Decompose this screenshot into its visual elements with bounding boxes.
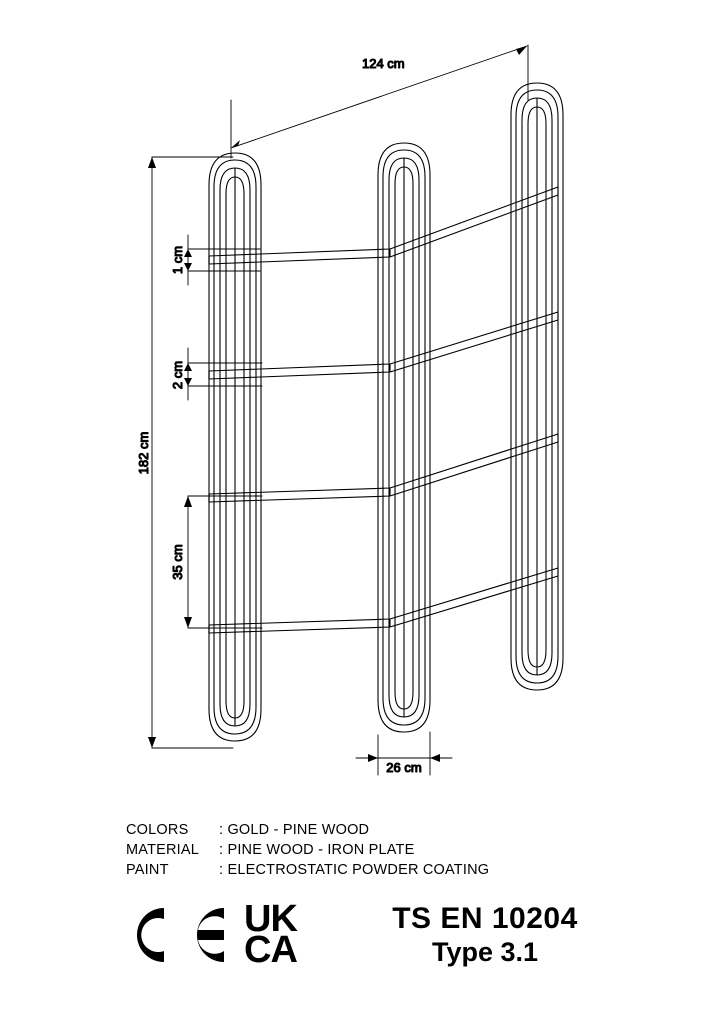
spec-label-colors: COLORS [126,822,189,838]
dimension-tube-label: 2 cm [170,360,185,390]
spec-row-paint [126,860,596,880]
spec-label-paint: PAINT [126,862,169,878]
dimension-depth-label: 26 cm [386,760,422,775]
spec-value-colors: : GOLD - PINE WOOD [219,822,370,838]
dimension-shelf-thickness [184,235,260,285]
ce-mark-icon [120,904,232,966]
standard-code: TS EN 10204 [392,902,578,935]
dimension-width-label: 124 cm [362,56,405,71]
standard-type: Type 3.1 [431,937,539,967]
ukca-line-2: CA [244,929,297,971]
compliance-marks [120,895,620,975]
standard-block [340,902,620,968]
spec-label-material: MATERIAL [126,842,200,858]
spec-row-colors [126,820,596,840]
specification-list [126,820,596,880]
frame-middle [378,143,430,732]
frame-right [511,83,563,690]
ukca-line-1: UK [244,898,297,940]
spec-row-material [126,840,596,860]
frame-left [209,153,261,741]
spec-value-material: : PINE WOOD - IRON PLATE [219,842,415,858]
dimension-shelf-gap-label: 35 cm [170,544,185,580]
ukca-mark [232,898,340,971]
dimension-height-label: 182 cm [136,431,151,475]
spec-value-paint: : ELECTROSTATIC POWDER COATING [219,862,490,878]
dimension-shelf-thickness-label: 1 cm [170,245,185,275]
